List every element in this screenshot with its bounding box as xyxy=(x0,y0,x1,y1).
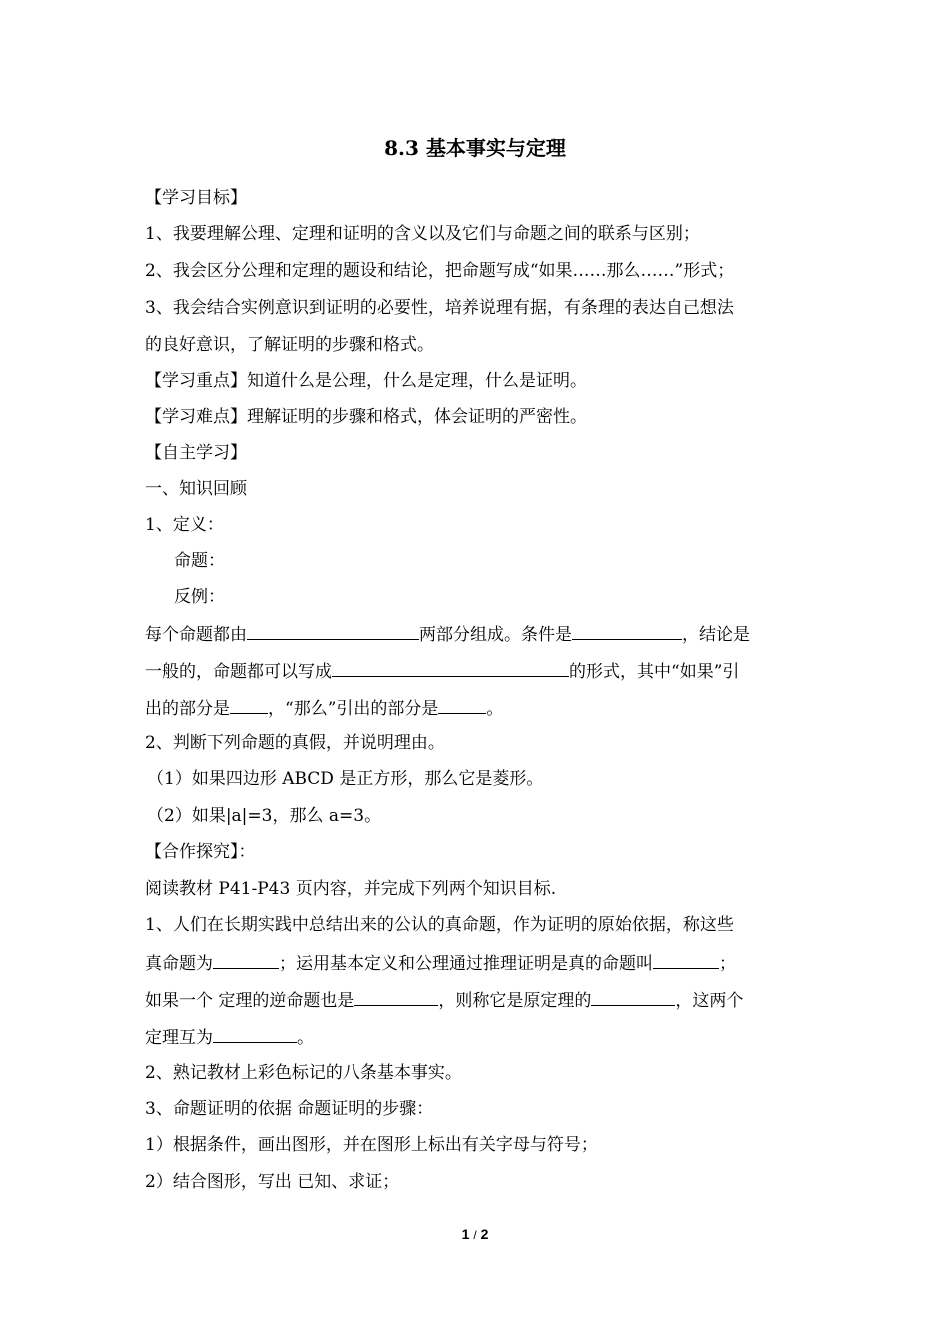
text-segment: 定理互为 xyxy=(145,1028,213,1048)
subsection-review: 一、知识回顾 xyxy=(145,479,247,499)
text-segment: ，“那么”引出的部分是 xyxy=(268,699,439,719)
text-segment: 如果一个 定理的逆命题也是 xyxy=(145,991,355,1011)
text-segment: 。 xyxy=(486,699,504,719)
blank-field[interactable] xyxy=(230,695,268,714)
blank-field[interactable] xyxy=(591,987,675,1006)
definition-counterexample: 反例： xyxy=(174,587,225,607)
fill-line-if-then xyxy=(145,695,815,721)
objective-3: 3、我会结合实例意识到证明的必要性，培养说理有据，有条理的表达自己想法 xyxy=(145,298,734,318)
item-definition: 1、定义： xyxy=(145,515,224,535)
cooperative-item-3: 3、命题证明的依据 命题证明的步骤： xyxy=(145,1099,434,1119)
page-number xyxy=(0,1226,950,1242)
objective-2: 2、我会区分公理和定理的题设和结论，把命题写成“如果……那么……”形式； xyxy=(145,261,735,281)
total-pages: 2 xyxy=(480,1226,489,1242)
blank-field[interactable] xyxy=(438,695,486,714)
proof-step-1: 1）根据条件，画出图形，并在图形上标出有关字母与符号； xyxy=(145,1135,598,1155)
text-segment: ；运用基本定义和公理通过推理证明是真的命题叫 xyxy=(279,954,653,974)
text-segment: 每个命题都由 xyxy=(145,625,247,645)
blank-field[interactable] xyxy=(247,621,419,640)
text-segment: 一般的，命题都可以写成 xyxy=(145,662,332,682)
reading-instruction: 阅读教材 P41-P43 页内容，并完成下列两个知识目标. xyxy=(145,879,557,899)
proof-step-2: 2）结合图形，写出 已知、求证； xyxy=(145,1172,400,1192)
blank-field[interactable] xyxy=(354,987,438,1006)
definition-proposition: 命题： xyxy=(174,551,225,571)
blank-field[interactable] xyxy=(653,950,719,969)
section-heading-self-study: 【自主学习】 xyxy=(145,443,247,463)
current-page: 1 xyxy=(461,1226,470,1242)
fill-line-proposition-parts xyxy=(145,621,815,647)
fill-line-inverse-theorem xyxy=(145,987,815,1013)
section-heading-cooperative: 【合作探究】： xyxy=(145,842,256,862)
fill-line-form xyxy=(145,658,815,684)
key-points: 【学习重点】知道什么是公理，什么是定理，什么是证明。 xyxy=(145,371,587,391)
text-segment: 的形式，其中“如果”引 xyxy=(569,662,740,682)
page-separator: / xyxy=(473,1228,477,1242)
section-heading-objectives: 【学习目标】 xyxy=(145,188,247,208)
cooperative-item-2: 2、熟记教材上彩色标记的八条基本事实。 xyxy=(145,1063,462,1083)
blank-field[interactable] xyxy=(572,621,682,640)
text-segment: ，这两个 xyxy=(675,991,744,1011)
objective-1: 1、我要理解公理、定理和证明的含义以及它们与命题之间的联系与区别； xyxy=(145,224,700,244)
judge-question-2: （2）如果|a|=3，那么 a=3。 xyxy=(147,806,382,826)
item-judge: 2、判断下列命题的真假，并说明理由。 xyxy=(145,733,445,753)
cooperative-item-1: 1、人们在长期实践中总结出来的公认的真命题，作为证明的原始依据，称这些 xyxy=(145,915,734,935)
text-segment: 。 xyxy=(297,1028,314,1048)
blank-field[interactable] xyxy=(213,950,279,969)
text-segment: 两部分组成。条件是 xyxy=(419,625,572,645)
fill-line-axiom-theorem xyxy=(145,950,815,976)
text-segment: ，则称它是原定理的 xyxy=(438,991,592,1011)
difficult-points: 【学习难点】理解证明的步骤和格式，体会证明的严密性。 xyxy=(145,407,587,427)
judge-question-1: （1）如果四边形 ABCD 是正方形，那么它是菱形。 xyxy=(147,769,544,789)
text-segment: 真命题为 xyxy=(145,954,213,974)
blank-field[interactable] xyxy=(332,658,569,677)
blank-field[interactable] xyxy=(213,1024,297,1043)
fill-line-mutual xyxy=(145,1024,815,1050)
objective-3-cont: 的良好意识，了解证明的步骤和格式。 xyxy=(145,335,434,355)
text-segment: ，结论是 xyxy=(682,625,750,645)
text-segment: ； xyxy=(719,954,736,974)
page-title: 8.3 基本事实与定理 xyxy=(384,136,566,160)
text-segment: 出的部分是 xyxy=(145,699,230,719)
